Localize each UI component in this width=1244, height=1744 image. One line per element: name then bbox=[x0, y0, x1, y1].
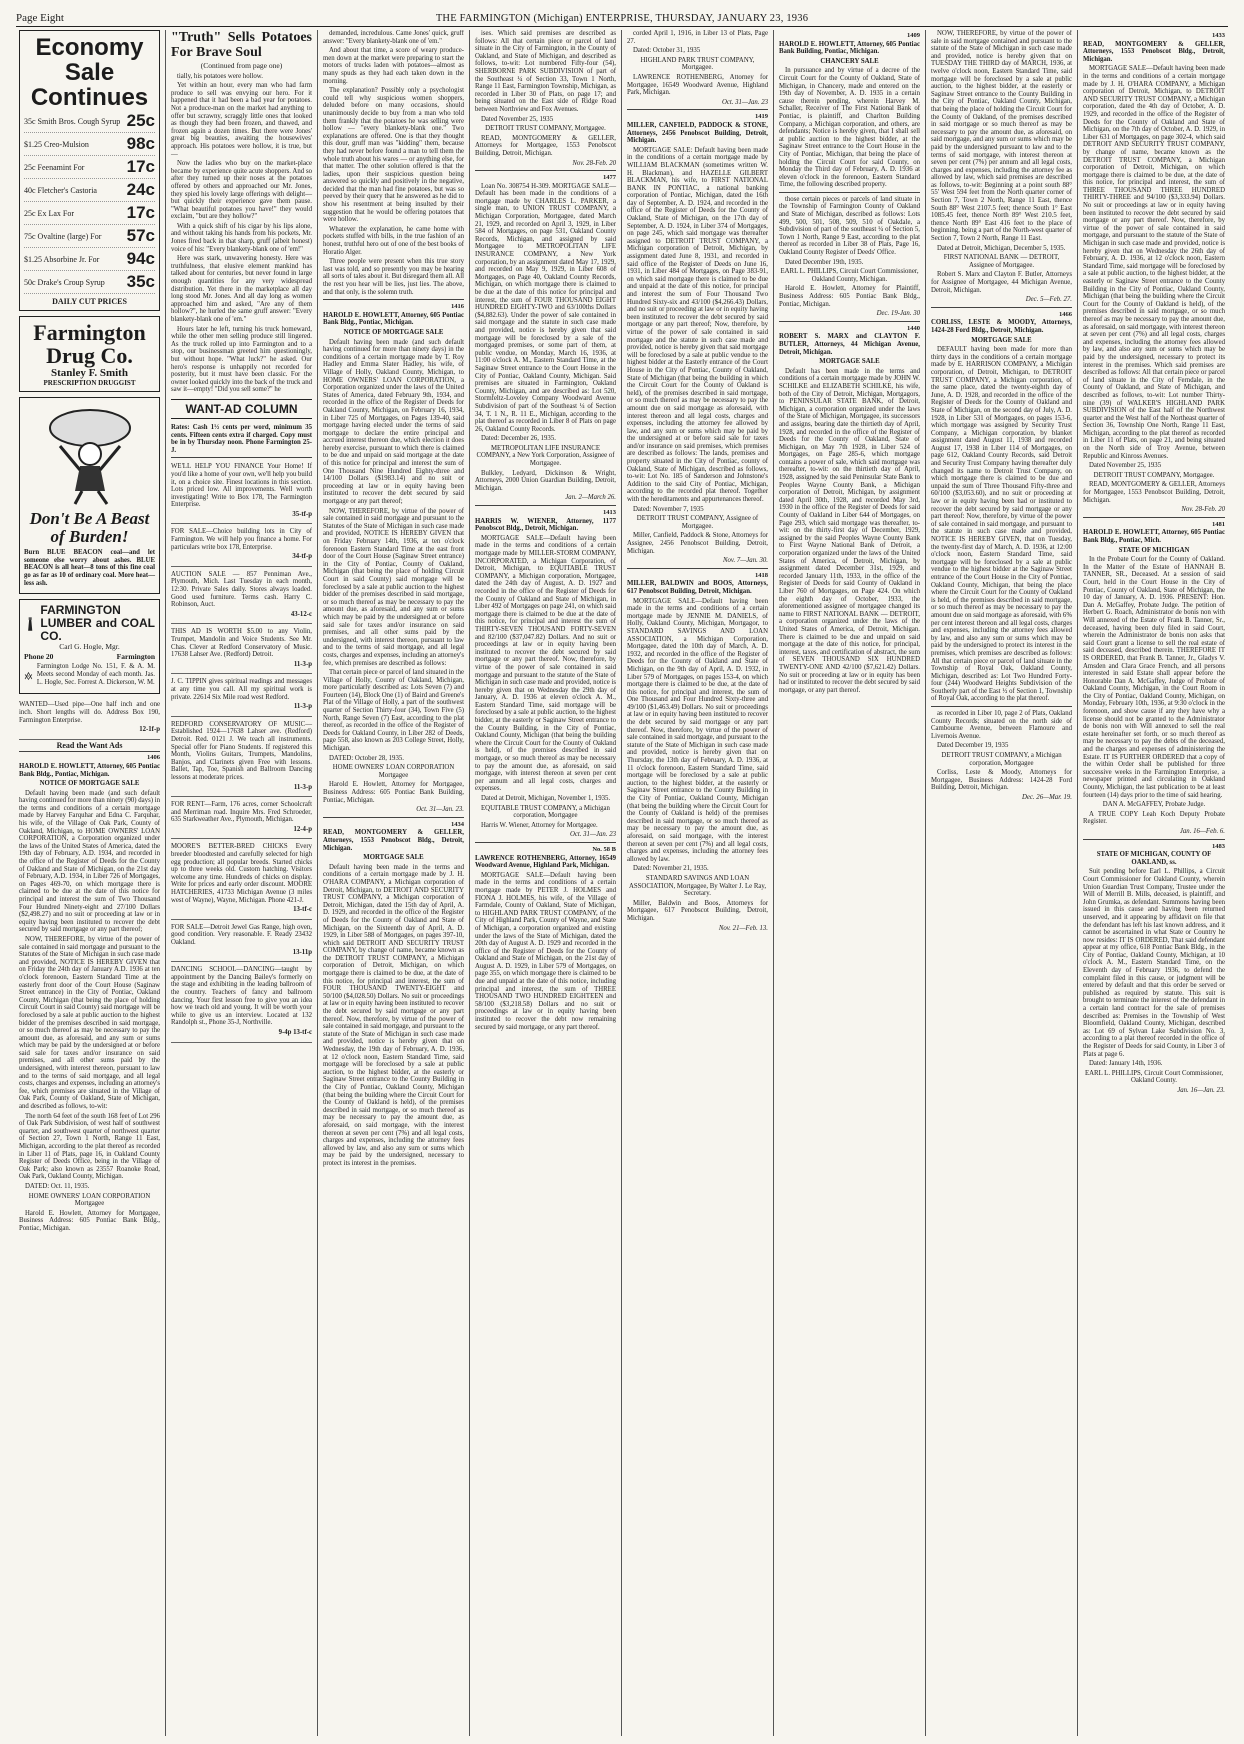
notice-attorney: HARRIS W. WIENER, Attorney, 1177 Penobscot Bldg., Detroit, Michigan. bbox=[475, 517, 616, 533]
price-item bbox=[24, 133, 155, 156]
notice-body: Default having been made (and such default having continued for more than ninety days) in the conditions of a certain mortgage made by T. Roy Hadley and Emma Slater Hadley, his wife, of Village of Holly, Oakland County, Michigan, to HOME OWNERS' LOAN CORPORATION, a Corporation organized under the laws of the United States of America, dated February 9th, 1934, and recorded in the office of the Register of Deeds for Oakland County, Michigan, on February 16, 1934, in Liber 725 of Mortgages, on Pages 139-40, said mortgage having elected under the terms of said mortgage to declare the entire principal and accrued interest thereon due, which election it does hereby exercise, pursuant to which there is claimed to be due and unpaid on said mortgage at the date of this notice for principal and interest the sum of One Thousand Nine Hundred Eighty-three and 14/100 Dollars ($1983.14) and no suit or proceeding at law or in equity having been instituted to recover the debt secured by said mortgage or any part thereof; bbox=[323, 338, 464, 506]
notice-number: 1434 bbox=[451, 820, 464, 828]
notice-run-dates: Nov. 28-Feb. 20 bbox=[572, 159, 616, 167]
price-item-price: 94c bbox=[126, 249, 155, 268]
notice-body: That certain piece or parcel of land situated in the Village of Holly, County of Oakland, Michigan, more particularly described as: Lots Seven (7) and Fourteen (14), Block One (1) of Baird and Greene's Plat of the Village of Holly, a part of the southwest quarter of Section Thirty-four (34), Town Five (5) North, Range Seven (7) East, according to the plat thereof, as recorded in the office of the Register of Deeds for Oakland County, in Liber 282 of Deeds, page 558, also known as 203 College Street, Holly, Michigan. bbox=[323, 669, 464, 753]
wanted-ad-ref: 12-1f-p bbox=[139, 726, 160, 734]
want-ad bbox=[171, 719, 312, 797]
want-ad-ref: 9-4p 13-tf-c bbox=[278, 1028, 312, 1036]
blue-beacon-body: Burn BLUE BEACON coal—and let someone else worry about ashes. BLUE BEACON is all heat—8 tons of this fine coal go as far as 10 of ordinary coal. More heat—less ash. bbox=[24, 549, 155, 587]
want-ad-text: THIS AD IS WORTH $5.00 to any Violin, Trumpet, Mandolin and Voice Students. See Mr. Chas. Clever at Redford Conservatory of Music. 17638 Lahser Ave. (Redford) Detroit. bbox=[171, 628, 312, 659]
want-ad-ref: 11-3-p bbox=[293, 660, 312, 668]
notice-body: ises. Which said premises are described as follows: All that certain piece or parcel of land situate in the City of Farmington, in the County of Oakland, and State of Michigan, and described as follows, to-wit: Lot numbered Fifty-four (54), SHERBORNE PARK SUBDIVISION of part of the Southeast ¼ of Section 33, Town 1 North, Range 11 East, Farmington Township, Michigan, as recorded in Liber 30 of Plats, on page 17; and being situated on the East side of Ridge Road between Northview and Fox Avenues. bbox=[475, 30, 616, 113]
notice-body: NOW, THEREFORE, by virtue of the power of sale in said mortgage contained and pursuant to the statute of the State of Michigan in such case made and provided, notice is hereby given that on TUESDAY THE THIRD day of MARCH, 1936, at twelve o'clock noon, Eastern Standard Time, said mortgage will be foreclosed by a sale at public auction, to the highest bidder, at the easterly or Saginaw Street entrance to the County Building in the City of Pontiac, Oakland County, Michigan, that being the place of holding the Circuit Court for the County of Oakland, of the premises described in said mortgage or so much thereof as may be necessary to pay the amount due, as aforesaid, on said mortgage, and any sum or sums which may be paid by the undersigned pursuant to law and to the terms of said mortgage, with interest thereon at seven per cent (7%) per annum and all legal costs, charges and expenses, including the attorney fee as allowed by law, which said premises are described as follows, to-wit: Beginning at a point south 88° 55' West 594 feet from the North quarter corner of Section 7, Town 2 North, Range 11 East, thence South 88° West 2107.5 feet; thence South 1° East 1085.45 feet, thence North 89° West 210.5 feet, thence North 89° East 416 feet to the place of beginning, being a part of the North-west quarter of Section 7, Town 2 North, Range 11 East. bbox=[931, 30, 1072, 243]
notice-date: Dated December 19, 1935 bbox=[937, 742, 1009, 750]
notice-body: Loan No. 308754 H-309. MORTGAGE SALE—Default has been made in the conditions of a mortgage made by CHARLES L. PARKER, a single man, to UNION TRUST COMPANY, a Michigan Corporation, Mortgagee, dated March 21, 1929, and recorded on April 3, 1929, in Liber 584 of Mortgages, on page 531, Oakland County Records, Michigan, and assigned by said Mortgagee to METROPOLITAN LIFE INSURANCE COMPANY, a New York corporation, by an assignment dated May 17, 1929, and recorded on May 9, 1929, in Liber 608 of Mortgages, on Page 40, Oakland County Records, Michigan, on which mortgage there is claimed to be due at the date of this notice for principal and interest, the sum of FOUR THOUSAND EIGHT HUNDRED EIGHTY-TWO and 63/100ths Dollars ($4,882.63). Under the power of sale contained in said mortgage and the statute in such case made and provided, notice is hereby given that said mortgage will be foreclosed by a sale of the mortgaged premises, or some part of them, at public vendue, on Monday, March 16, 1936, at 11:00 o'clock A. M., Eastern Standard Time, at the Saginaw Street entrance to the Court House in the City of Pontiac, Oakland County, Michigan. Said premises are situated in Farmington, Oakland County, Michigan, and are described as: Lot 520, Stormfeltz-Loveley Company Woodward Avenue Subdivision of part of the Southeast ¼ of Section 34, T. 1 N., R. 11 E., Michigan, according to the plat thereof as recorded in Liber 8 of Plats on page 26, Oakland County Records. bbox=[475, 182, 616, 433]
column-2 bbox=[166, 30, 318, 1736]
price-item-price: 98c bbox=[126, 134, 155, 153]
masthead bbox=[16, 4, 1228, 27]
story-paragraph: demanded, incredulous. Came Jones' quick, gruff answer: "Every blankety-blank one of 'em." bbox=[323, 30, 464, 45]
notice-date: Dated December 19th, 1935. bbox=[785, 258, 864, 266]
notice-body: Default having been made in the terms and conditions of a certain mortgage made by J. H. O'HARA COMPANY, a Michigan corporation of Detroit, Michigan, to DETROIT AND SECURITY TRUST COMPANY, a Michigan corporation of Detroit, Michigan, dated the 15th day of April, A. D. 1929, and recorded in the office of the Register of Deeds for the County of Oakland and State of Michigan, on the Sixteenth day of April, A. D. 1929, in Liber 588 of Mortgages, on pages 397-10, which said DETROIT AND SECURITY TRUST COMPANY, by change of name, became known as the DETROIT TRUST COMPANY, a Michigan corporation of Detroit, Michigan, on which mortgage there is claimed to be due, at the date of this notice, for principal and interest, the sum of FOUR THOUSAND TWENTY-EIGHT and 50/100 ($4,028.50) Dollars. No suit or proceedings at law or in equity having been instituted to recover the debt secured by said mortgage or any part thereof. Now, therefore, by virtue of the power of sale contained in said mortgage, and pursuant to the statute of the State of Michigan in such case made and provided, notice is hereby given that on Wednesday, the 19th day of February, A. D. 1936, at 12 o'clock noon, Eastern Standard Time, said mortgage will be foreclosed by a sale at public auction, to the highest bidder, at the easterly or Saginaw Street entrance to the County Building in the City of Pontiac, Oakland County, Michigan (that being the building where the Circuit Court for the County of Oakland is held), of the premises described in said mortgage, or so much thereof as may be necessary to pay the amount due, as aforesaid, on said mortgage, with the interest thereon at seven per cent (7%) and all legal costs, charges and expenses, including the attorney fees allowed by law, and also any sum or sums which may be paid by the undersigned, necessary to protect its interest in the premises. bbox=[323, 863, 464, 1167]
daily-cut-prices: DAILY CUT PRICES bbox=[52, 297, 127, 306]
price-item-price: 17c bbox=[126, 157, 155, 176]
legal-notice-1406 bbox=[19, 754, 160, 1232]
want-ad-text: AUCTION SALE — 857 Penniman Ave., Plymouth, Mich. Last Tuesday in each month, 12:30. Private Sales daily. Stores always loaded. Good used furniture. Terms cash. Harry C. Robinson, Auct. bbox=[171, 570, 312, 609]
lumber-company-name: FARMINGTON LUMBER and COAL CO. bbox=[40, 603, 155, 644]
legal-notice-1434 bbox=[323, 821, 464, 1168]
notice-run-dates: Nov. 7—Jan. 30. bbox=[723, 557, 768, 565]
want-ad bbox=[171, 676, 312, 716]
want-ad bbox=[171, 626, 312, 674]
story-paragraph: Here was stark, unwavering honesty. Here was truthfulness, that elusive element mankind has talked about for centuries, but never found in large enough quantities for any very widespread distribution. Yet there in the marketplace all day long stood Mr. Jones. And all day long as women approached him and asked, "Are any of them hollow?", he hurled the same gruff answer: "Every blankety-blank one of 'em." bbox=[171, 255, 312, 323]
notice-attorney: MILLER, CANFIELD, PADDOCK & STONE, Attorneys, 2456 Penobscot Building, Detroit, Michigan. bbox=[627, 121, 768, 145]
economy-sale-ad bbox=[19, 30, 160, 311]
notice-heading: MORTGAGE SALE bbox=[363, 854, 424, 862]
notice-number: 1477 bbox=[603, 174, 616, 182]
economy-sale-title: Economy Sale Continues bbox=[30, 34, 149, 111]
notice-number: 1440 bbox=[907, 324, 920, 332]
price-item-name: 50c Drake's Croup Syrup bbox=[24, 277, 105, 287]
price-item-name: 25c Feenamint For bbox=[24, 162, 85, 172]
drug-company-tagline: PRESCRIPTION DRUGGIST bbox=[43, 378, 136, 387]
notice-run-dates: Dec. 19-Jan. 30 bbox=[876, 310, 920, 318]
notice-date: Dated: November 7, 1935 bbox=[633, 505, 704, 513]
notice-signature: EARL L. PHILLIPS, Circuit Court Commissioner, Oakland County. bbox=[1084, 1069, 1224, 1085]
legal-notice-1419 bbox=[627, 113, 768, 564]
drug-company-name: Farmington Drug Co. bbox=[33, 319, 146, 368]
notice-attorney: Robert S. Marx and Clayton F. Butler, Attorneys for Assignee of Mortgagee, 44 Michigan Avenue, Detroit, Michigan. bbox=[931, 271, 1072, 294]
notice-signature: DETROIT TRUST COMPANY, Assignee of Mortgagee. bbox=[636, 515, 759, 530]
column-3 bbox=[318, 30, 470, 1736]
notice-heading: STATE OF MICHIGAN, COUNTY OF OAKLAND, ss. bbox=[1096, 851, 1212, 866]
price-item bbox=[24, 271, 155, 294]
notice-heading: CHANCERY SALE bbox=[820, 57, 879, 65]
notice-number: 1418 bbox=[755, 571, 768, 579]
notice-signature: STANDARD SAVINGS AND LOAN ASSOCIATION, Mortgagee, By Walter J. Le Ray, Secretary. bbox=[628, 874, 767, 898]
notice-signature: HOME OWNERS' LOAN CORPORATION Mortgagee bbox=[28, 1192, 151, 1208]
want-ad-ref: 34-tf-p bbox=[292, 553, 312, 561]
legal-notice-1434-cont bbox=[475, 30, 616, 167]
notice-attorney: READ, MONTGOMERY & GELLER, Attorneys, 1553 Penobscot Bldg., Detroit, Michigan. bbox=[323, 829, 464, 852]
want-ad-column-title: WANT-AD COLUMN bbox=[171, 399, 312, 419]
story-continued: (Continued from page one) bbox=[200, 61, 283, 70]
price-item-price: 24c bbox=[126, 180, 155, 199]
notice-run-dates: Oct. 31—Jan. 23 bbox=[721, 98, 768, 106]
want-ad-text: MOORE'S BETTER-BRED CHICKS Every breeder bloodtested and carefully selected for high egg production; all popular breeds. Started chicks up to three weeks old. Custom hatching. Visitors welcome any time. Hundreds of chicks on display. Write for prices and early order discount. MOORE HATCHERIES, 41733 Michigan Avenue (3 miles west of Wayne), Wayne, Michigan. Phone 421-J. bbox=[171, 843, 312, 904]
notice-run-dates: Dec. 26—Mar. 19. bbox=[1021, 794, 1072, 801]
want-ad-ref: 12-4-p bbox=[293, 825, 312, 833]
notice-number: 1466 bbox=[1059, 310, 1072, 318]
want-ad-ref: 13-11p bbox=[292, 948, 312, 956]
notice-body: NOW, THEREFORE, by virtue of the power of sale contained in said mortgage and pursuant to the Statutes of the State of Michigan in such case made and provided, NOTICE IS HEREBY GIVEN that on Friday February 14th, 1936, at ten o'clock forenoon Eastern Standard Time at the east front door of the Court House (Saginaw Street entrance) in the City of Pontiac, County of Oakland, Michigan (that being the place of holding Circuit Court in said County) said mortgage will be foreclosed by a sale at public auction to the highest bidder of the premises described in said mortgage, or so much thereof as may be necessary to pay the amount due, as aforesaid, and any sum or sums which may be paid by the undersigned at or before said sale for taxes and/or insurance on said premises, and all other sums paid by the undersigned, with interest thereon, pursuant to law and to the terms of said mortgage, and all legal costs, charges and expenses, including an attorney's fee, which premises are described as follows: bbox=[323, 507, 464, 667]
notice-attorney: LAWRENCE ROTHENBERG, Attorney for Mortgagee, 16549 Woodward Avenue, Highland Park, Michigan. bbox=[627, 73, 768, 97]
legal-notice-1416 bbox=[323, 303, 464, 814]
price-item-name: 25c Ex Lax For bbox=[24, 208, 74, 218]
notice-number: 1406 bbox=[147, 754, 160, 762]
want-ad-rates: Rates: Cash 1½ cents per word, minimum 35 cents. Fifteen cents extra if charged. Copy must be in by Thursday noon. Phone Farmington 25-J. bbox=[171, 423, 312, 454]
want-ad-text: FOR SALE—Choice building lots in City of Farmington. We will help you finance a home. For particulars write box 178, Enterprise. bbox=[171, 528, 312, 551]
read-want-ads: Read the Want Ads bbox=[19, 742, 160, 753]
want-ad-ref: 35-tf-p bbox=[292, 510, 312, 518]
notice-body: MORTGAGE SALE—Default having been made in the terms and conditions of a certain mortgage made by PETER J. HOLMES and FIONA J. HOLMES, his wife, of the Village of Farmdale, County of Oakland, State of Michigan, to HIGHLAND PARK TRUST COMPANY, of the City of Highland Park, County of Wayne, and State of Michigan, a corporation organized and existing under the laws of the State of Michigan, dated the 20th day of August A. D. 1929 and recorded in the office of the Register of Deeds for the County of Oakland and State of Michigan, on the 21st day of August A. D. 1929, in Liber 579 of Mortgages, on page 355, on which mortgage there is claimed to be due and unpaid at the date of this notice, including principal and interest, the sum of THREE THOUSAND TWO HUNDRED EIGHTEEN and 58/100 ($3,218.58) Dollars and no suit or proceedings at law or in equity having been instituted to recover the debt now remaining secured by said mortgage, or any part thereof. bbox=[475, 871, 616, 1031]
wanted-ad bbox=[19, 699, 160, 739]
drug-company-ad bbox=[19, 316, 160, 393]
notice-signature: DETROIT TRUST COMPANY, Mortgagee. bbox=[485, 125, 606, 133]
price-item-name: $1.25 Absorbine Jr. For bbox=[24, 254, 100, 264]
price-item bbox=[24, 110, 155, 133]
want-ads-list bbox=[171, 461, 312, 1042]
story-paragraph: And about that time, a score of weary produce-men down at the market were preparing to start the motors of trucks laden with potatoes—almost as many spuds as they had each taken down in the morning. bbox=[323, 47, 464, 85]
notice-attorney: Miller, Canfield, Paddock & Stone, Attorneys for Assignee, 2456 Penobscot Building, Detroit, Michigan. bbox=[627, 532, 768, 555]
story-paragraph: tially, his potatoes were hollow. bbox=[177, 72, 263, 80]
story-paragraph: Now the ladies who buy on the market-place became by experience quite acute shoppers. And so after they turned up their noses at the potatoes offered by others and approached our Mr. Jones, they spied his lovely large offerings with delight—but quickly their experience gave them pause. "What beautiful potatoes you have!" they would exclaim, "but are they hollow?" bbox=[171, 160, 312, 221]
notice-attorney: ROBERT S. MARX and CLAYTON F. BUTLER, Attorneys, 44 Michigan Avenue, Detroit, Michigan. bbox=[779, 333, 920, 356]
legal-notice-1483 bbox=[1083, 843, 1225, 1095]
notice-attorney: LAWRENCE ROTHENBERG, Attorney, 16549 Woodward Avenue, Highland Park, Michigan. bbox=[475, 854, 616, 870]
notice-body: In the Probate Court for the County of Oakland. In the Matter of the Estate of HANNAH B. TANNER, SR., Deceased. At a session of said Court, held in the Court House in the City of Pontiac, County of Oakland, State of Michigan, the 10 day of January, A. D. 1936. PRESENT: Hon. Dan A. McGaffey, Probate Judge. The petition of Herbert G. Roach, Administrator de bonis non with Will annexed of the Estate of Frank B. Tanner, Sr., deceased, having been duly filed in said Court, wherein the Administrator de bonis non asks that said Court grant a license to sell the real estate of said deceased, described therein. THEREFORE IT IS ORDERED, that Frank B. Tanner, Jr., Gladys V. Amsden and Clara Grace French, and all persons interested in said Estate shall appear before the Honorable Dan A. McGaffey, Judge of Probate of Oakland County, Michigan, in the Court Room in the City of Pontiac, Oakland County, Michigan, on Monday, February 10th, 1936, at 9:30 o'clock in the forenoon, and show cause if any they have why a license should not be granted to the Administrator de bonis non with Will annexed to sell the real estate hereinafter set forth, or so much thereof as may be necessary to pay the debts of the deceased, and the charges and expenses of administering the Estate. IT IS FURTHER ORDERED that a copy of the within Order shall be published for three successive weeks in the Farmington Enterprise, a newspaper printed and circulating in Oakland County, Michigan, the last publication to be at least fourteen (14) days prior to the time of said hearing. bbox=[1083, 556, 1225, 799]
notice-run-dates: Nov. 28-Feb. 20 bbox=[1181, 506, 1225, 514]
want-ad bbox=[171, 922, 312, 962]
notice-heading: MORTGAGE SALE bbox=[819, 358, 880, 366]
legal-notice-1440-cont bbox=[931, 30, 1072, 304]
notice-body: those certain pieces or parcels of land situate in the Township of Farmington County of Oakland and State of Michigan, described as follows: Lots 499, 500, 501, 508, 509, 510 of Oakdale, a Subdivision of part of the southeast ¼ of Section 5, Town 1 North, Range 9 East, according to the plat thereof as recorded in Liber 38 of Plats, Page 16, Oakland County Register of Deeds' Office. bbox=[779, 195, 920, 257]
price-item-name: 75c Ovaltine (large) For bbox=[24, 231, 102, 241]
story-paragraph: Three people were present when this true story last was told, and so presently you may be hearing all sorts of tales about it. But disregard them all. All the rest you hear will be lies, just lies. The above, and that only, is the solemn truth. bbox=[323, 258, 464, 296]
want-ad-ref: 11-3-p bbox=[293, 783, 312, 791]
notice-body: MORTGAGE SALE—Default having been made in the terms and conditions of a certain mortgage made by J. H. O'HARA COMPANY, a Michigan corporation of Detroit, Michigan, to DETROIT AND SECURITY TRUST COMPANY, a Michigan corporation, dated the 4th day of October, A. D. 1929, and recorded in the office of the Register of Deeds for the County of Oakland and State of Michigan, on the 7th day of October, A. D. 1929, in Liber 631 of Mortgages, on page 302-4, which said DETROIT AND SECURITY TRUST COMPANY, by change of name, became known as the DETROIT TRUST COMPANY, a Michigan corporation of Detroit, Michigan, on which mortgage there is claimed to be due, at the date of this notice, for principal and interest, the sum of THREE THOUSAND THREE HUNDRED THIRTY-THREE and 94/100 ($3,333.94) Dollars. No suit or proceedings at law or in equity having been instituted to recover the debt secured by said mortgage or any part thereof. Now, therefore, by virtue of the power of sale contained in said mortgage, and pursuant to the statute of the State of Michigan in such case made and provided, notice is hereby given that on Wednesday the 26th day of February, A. D. 1936, at 12 o'clock noon, Eastern Standard Time, said mortgage will be foreclosed by a sale at public auction, to the highest bidder, at the easterly or Saginaw Street entrance to the County Building in the City of Pontiac, Oakland County, Michigan (that being the building where the Circuit Court for the County of Oakland is held), of the premises described in said mortgage, or so much thereof as may be necessary to pay the amount due, as aforesaid, on said mortgage, with interest thereon at seven per cent (7%) and all legal costs, charges and expenses, including the attorney fees allowed by law, and also any sum or sums which may be paid by the undersigned, necessary to protect its interest in the premises. Which said premises are described as follows: All that certain piece or parcel of land situate in the City of Ferndale, in the County of Oakland, and State of Michigan, and described as follows, to-wit: Lot number Thirty-nine (39) of WALKER'S HIGHLAND PARK SUBDIVISION of the East half of the Northwest quarter and the West half of the Northeast quarter of Section 36, Township One North, Range 11 East, Michigan, according to the plat thereof as recorded in Liber 11 of Plats, on page 21, and being situated on the North side of Troy Avenue, between Republic and Kinross Avenues. bbox=[1083, 65, 1225, 460]
drug-company-owner: Stanley F. Smith bbox=[51, 366, 128, 379]
column-4 bbox=[470, 30, 622, 1736]
notice-body: NOW, THEREFORE, by virtue of the power of sale contained in said mortgage and pursuant to the Statutes of the State of Michigan in such case made and provided, NOTICE IS HEREBY GIVEN that on Friday the 24th day of January A.D. 1936 at ten o'clock forenoon, Eastern Standard Time at the easterly front door of the Court House (Saginaw Street entrance) in the City of Pontiac, Oakland County, Michigan (that being the place of holding Circuit Court in said County) said mortgage will be foreclosed by a sale at public auction to the highest bidder of the premises described in said mortgage, or so much thereof as may be necessary to pay the amount due, as aforesaid, and any sum or sums which may be paid by the undersigned at or before said sale for taxes and/or insurance on said premises, and all other sums paid by the undersigned, with interest thereon, pursuant to law and to the terms of said mortgage, and all legal costs, charges and expenses, including an attorney's fee, which premises are situated in the Village of Oak Park, County of Oakland, State of Michigan, and described as follows, to-wit: bbox=[19, 935, 160, 1111]
notice-body: In pursuance and by virtue of a decree of the Circuit Court for the County of Oakland, State of Michigan, in Chancery, made and entered on the 19th day of November, A. D. 1935 in a certain cause therein pending, wherein Harvey M. Schaller, Receiver of The First National Bank of Pontiac, is plaintiff, and Charlton Building Company, a Michigan corporation, and others, are defendants; Notice is hereby given, that I shall sell at public auction to the highest bidder, at the Saginaw Street entrance to the Court House in the City of Pontiac, Michigan, that being the place of holding the Circuit Court for said County, on Monday the Third day of February, A. D. 1936 at eleven o'clock in the forenoon, Eastern Standard Time, the following described property. bbox=[779, 67, 920, 189]
notice-signature: METROPOLITAN LIFE INSURANCE COMPANY, a New York Corporation, Assignee of Mortgagee. bbox=[476, 444, 615, 468]
notice-attorney: Corliss, Leste & Moody, Attorneys for Mortgagee, Business Address: 1424-28 Ford Building, Detroit, Michigan. bbox=[931, 769, 1072, 792]
notice-attorney: HAROLD E. HOWLETT, Attorney, 605 Pontiac Bank Bldg., Pontiac, Michigan. bbox=[323, 311, 464, 327]
legal-notice-1481 bbox=[1083, 521, 1225, 836]
want-ad-text: REDFORD CONSERVATORY OF MUSIC—Established 1924—17638 Lahser ave. (Redford) Detroit. Red. 0121 J. We teach all instruments. Special offer for Piano Students. If registered this Month, Violins Guitars, Trumpets, Mandolins, Banjos, and Clarinets given Free with lessons. Ballet, Tap, Toe, Spanish and Ballroom Dancing lessons at moderate prices. bbox=[171, 720, 312, 781]
price-item-price: 35c bbox=[126, 272, 155, 291]
legal-notice-1466-cont bbox=[931, 710, 1072, 802]
notice-signature: EARL L. PHILLIPS, Circuit Court Commissioner, Oakland County, Michigan. bbox=[780, 268, 919, 283]
price-item bbox=[24, 248, 155, 271]
column-5 bbox=[622, 30, 774, 1736]
price-item bbox=[24, 225, 155, 248]
notice-attorney: READ, MONTGOMERY & GELLER, Attorneys for Mortgagee, 1553 Penobscot Building, Detroit, Michigan. bbox=[475, 134, 616, 157]
story-paragraph: The explanation? Possibly only a psychologist could tell why suspicious women shoppers, deluded before on many occasions, should unanimously decide to buy from a man who told them frankly that the potatoes he was selling were hollow — "every blankety-blank one." Two explanations are offered. One is that they thought this dour, gruff man was "kidding" them, because they had never before found a man to tell them the whole truth about his wares — or anything else, for that matter. The other solution offered is that the ladies, upon their suspicious question being answered so quickly and positively in the negative, decided that the man had fine potatoes, but was so peeved by their query that he answered as he did to show his resentment at being insulted by their suggestion that he would be offering potatoes that were hollow. bbox=[323, 87, 464, 224]
blue-beacon-coal-ad bbox=[19, 397, 160, 594]
notice-body: MORTGAGE SALE—Default having been made in the terms and conditions of a certain mortgage made by JENNIE M. DANIELS, of Holly, Oakland County, Michigan, Mortgagor, to STANDARD SAVINGS AND LOAN ASSOCIATION, a Michigan Corporation, Mortgagee, dated the 10th day of March, A. D. 1932, and recorded in the office of the Register of Deeds for the County of Oakland and State of Michigan, on the 9th day of April, A. D. 1932, in Liber 579 of Mortgages, on pages 153-4, on which mortgage there is claimed to be due, at the date of this notice, for principal and interest, the sum of One Thousand and Four Hundred Sixty-three and 49/100 ($1,463.49) Dollars. No suit or proceedings at law or in equity having been instituted to recover the debt secured by said mortgage or any part thereof. Now, therefore, by virtue of the power of sale contained in said mortgage, and pursuant to the statute of the State of Michigan in such case made and provided, notice is hereby given that on Thursday, the 13th day of February, A. D. 1936, at 11 o'clock forenoon, Eastern Standard Time, said mortgage will be foreclosed by a sale at public auction, to the highest bidder, at the easterly or Saginaw Street entrance to the County Building in the City of Pontiac, Oakland County, Michigan (that being the building where the Circuit Court for the County of Oakland is held) of the premises described in said mortgage, or so much thereof as may be necessary to pay the amount due, as aforesaid, on said mortgage, with the interest thereon at seven per cent (7%) and all legal costs, charges and expenses, including the attorney fees allowed by law. bbox=[627, 597, 768, 863]
newspaper-title: THE FARMINGTON (Michigan) ENTERPRISE, THURSDAY, JANUARY 23, 1936 bbox=[435, 13, 809, 24]
notice-attorney: Miller, Baldwin and Boos, Attorneys for Mortgagee, 617 Penobscot Building, Detroit, Michigan. bbox=[627, 899, 768, 922]
want-ad bbox=[171, 461, 312, 524]
wanted-ad-text: WANTED—Used pipe—One half inch and one inch. Short lengths will do. Address Box 190, Farmington Enterprise. bbox=[19, 701, 160, 724]
legal-notice-1477 bbox=[475, 174, 616, 502]
want-ad-text: WE'LL HELP YOU FINANCE Your Home! If you'd like a home of your own, we'll help you build it, on a choice site. Finest locations in this section. Lots priced low. All improvements. Well worth investigating! Write to Box 178, The Farmington Enterprise. bbox=[171, 463, 312, 509]
notice-attorney: READ, MONTGOMERY & GELLER, Attorneys for Mortgagee, 1553 Penobscot Building, Detroit, Michigan. bbox=[1083, 481, 1225, 504]
notice-run-dates: Dec. 5—Feb. 27. bbox=[1025, 296, 1072, 304]
want-ad-text: FOR RENT—Farm, 176 acres, corner Schoolcraft and Merriman road. Inquire Mrs. Fred Schroeder, 635 Starkweather Ave., Plymouth, Michigan. bbox=[171, 801, 312, 824]
legal-notice-1440 bbox=[779, 325, 920, 695]
notice-body: MORTGAGE SALE: Default having been made in the conditions of a certain mortgage made by WILLIAM BLACKMAN (sometimes written W. H. Blackman), and HAZELLE GILBERT BLACKMAN, his wife, to FIRST NATIONAL BANK IN PONTIAC, a national banking corporation of Pontiac, Michigan, dated the 16th day of September, A. D. 1924, and recorded in the office of the Register of Deeds for the County of Oakland, State of Michigan, on the 17th day of September, A. D. 1924, in Liber 374 of Mortgages, on page 245, which said mortgage was thereafter assigned to DETROIT TRUST COMPANY, a Michigan corporation of Detroit, Michigan, by assignment dated June 8, 1931, and recorded in said office of the Register of Deeds on June 16, 1931, in Liber 484 of Mortgages, on Page 383-91, on which said mortgage there is claimed to be due and unpaid at the date of this notice, for principal and interest the sum of Four Thousand Two Hundred Sixty-six and 43/100 ($4,266.43) Dollars, and no suit or proceeding at law or in equity having been instituted to recover the debt secured by said mortgage or any part thereof; Now, therefore, by virtue of the power of sale contained in said mortgage and the statute in such case made and provided, notice is hereby given that said mortgage will be foreclosed by a sale at public vendue to the highest bidder at the Easterly entrance of the Court House in the City of Pontiac, County of Oakland, State of Michigan (that being the building in which the Circuit Court for the County of Oakland is held), of the premises described in said mortgage, or so much thereof as may be necessary to pay the amount due on said mortgage as aforesaid, with interest thereon and all legal costs, charges and expenses, including the attorney fee allowed by law, and any sum or sums which may be paid by the undersigned at or before said sale for taxes and/or insurance on said premises, which premises are described as follows: The lands, premises and property situated in the City of Pontiac, county of Oakland, State of Michigan, described as follows, to-wit: Lot No. 185 of Sanderson and Johnstone's Addition to the said City of Pontiac, Michigan, according to the recorded plat thereof. Together with the hereditaments and appurtenances thereof. bbox=[627, 146, 768, 504]
notice-attorney: CORLISS, LESTE & MOODY, Attorneys, 1424-28 Ford Bldg., Detroit, Michigan. bbox=[931, 319, 1072, 334]
price-item-price: 17c bbox=[126, 203, 155, 222]
notice-number: No. 58 B bbox=[592, 845, 616, 853]
legal-notice-1409-cont bbox=[779, 196, 920, 318]
story-paragraph: Whatever the explanation, he came home with pockets stuffed with bills, in the true fashion of an honest, truthful hero out of one of the best books of Horatio Alger. bbox=[323, 225, 464, 256]
notice-number: 1409 bbox=[907, 32, 920, 39]
notice-body: The north 64 feet of the south 168 feet of Lot 296 of Oak Park Subdivision, of west half of southwest quarter, and southwest quarter of northwest quarter of Section 27, Town 1 North, Range 11 East, Michigan, according to the plat thereof as recorded in Liber 11 of Plats, page 16, in Oakland County Register of Deeds Office, being in the Village of Oak Park; also known as 23557 Roanoke Road, Oak Park, Oakland County, Michigan. bbox=[19, 1112, 160, 1181]
notice-signature: DETROIT TRUST COMPANY, a Michigan corporation, Mortgagee bbox=[941, 752, 1062, 767]
lumber-town: Farmington bbox=[116, 651, 155, 661]
page-label: Page Eight bbox=[16, 12, 64, 24]
notice-number: 1481 bbox=[1212, 520, 1225, 528]
want-ad-text: FOR SALE—Detroit Jewel Gas Range, high oven, good condition. Very reasonable. F. Ready 23432 Oakland. bbox=[171, 923, 312, 946]
notice-body: Default has been made in the terms and conditions of a certain mortgage made by JOHN W. SCHILKE and ELIZABETH SCHILKE, his wife, both of the City of Detroit, Michigan, Mortgagors, to PENINSULAR STATE BANK, of Detroit, Michigan, a corporation organized under the laws of the State of Michigan, Mortgagee, its successors and assigns, bearing date the thirtieth day of April, 1928, and recorded in the office of the Register of Deeds for the County of Oakland, State of Michigan, on May 7th 1928, in Liber 524 of Mortgages, on Page 285-6, which mortgage contains a power of sale, which said mortgage was thereafter, to-wit: on the thirtieth day of April, 1928, assigned by the said Peninsular State Bank to Peoples Wayne County Bank, a Michigan corporation of Detroit, Michigan, by assignment dated April 30th, 1928, and recorded May 3rd, 1930 in the office of the Register of Deeds for said County of Oakland in Liber 644 of Mortgages, on Page 293, which said mortgage was thereafter, to-wit: on the thirty-first day of December, 1929, assigned by the said Peoples Wayne County Bank to First Wayne National Bank of Detroit, a corporation organized under the laws of the United States of America, of Detroit, Michigan, by assignment dated December 31st, 1929, and recorded January 11th, 1933, in the office of the Register of Deeds for said County of Oakland in Liber 760 of Mortgages, on Page 424. On which the eighth day of October, 1933, the aforementioned assignee of mortgagee changed its name to FIRST NATIONAL BANK — DETROIT, a corporation organized under the laws of the United States of America, of Detroit, Michigan. There is claimed to be due and unpaid on said mortgage at the date of this notice, for principal, interest, taxes, and certification of abstract, the sum of SEVEN THOUSAND SIX HUNDRED TWENTY-ONE AND 42/100 ($7,621.42) Dollars. No suit or proceeding at law or in equity has been had or instituted to recover the debt secured by said mortgage, or any part thereof. bbox=[779, 367, 921, 694]
column-1 bbox=[14, 30, 166, 1736]
story-headline: "Truth" Sells Potatoes For Brave Soul bbox=[171, 30, 312, 60]
notice-signature: DETROIT TRUST COMPANY, Mortgagee. bbox=[1093, 471, 1215, 479]
economy-price-list bbox=[24, 110, 155, 294]
notice-heading: NOTICE OF MORTGAGE SALE bbox=[39, 780, 140, 788]
notice-body: MORTGAGE SALE—Default having been made in the terms and conditions of a certain mortgage made by MILLER-STORM COMPANY, INCORPORATED, a Michigan Corporation, of Detroit, Michigan, to EQUITABLE TRUST COMPANY, a Michigan corporation, Mortgagee, dated the 24th day of August, A. D. 1927 and recorded in the office of the Register of Deeds for the County of Oakland and State of Michigan, in Liber 492 of Mortgages on page 241, on which said mortgage there is claimed to be due at the date of this notice, for principal and interest the sum of THIRTY-SEVEN THOUSAND FORTY-SEVEN and 82/100 ($37,047.82) Dollars. And no suit or proceedings at law or in equity having been instituted to recover the debt secured by said mortgage or any part thereof. Now, therefore, by virtue of the power of sale contained in said mortgage and pursuant to the statute of the State of Michigan in such case made and provided, notice is hereby given that on Wednesday the 29th day of January, A. D. 1936 at eleven o'clock A. M., Eastern Standard Time, said mortgage will be foreclosed by a sale at public auction, to the highest bidder, at the easterly or Saginaw Street entrance to the County Building, in the City of Pontiac, Oakland County, Michigan (that being the building where the Circuit Court for the County of Oakland is held), of the premises described in said mortgage, or so much thereof as may be necessary to pay the amount due, as aforesaid, on said mortgage, with interest thereon at seven per cent per annum and all legal costs, charges and expenses. bbox=[475, 534, 616, 793]
want-ad bbox=[171, 964, 312, 1042]
legal-notice-1418 bbox=[627, 572, 768, 932]
masonic-emblem-icon bbox=[24, 663, 33, 689]
want-ad-text: J. C. TIPPIN gives spiritual readings and messages at any time you call. All my spiritual work is private. 22614 Six Mile road west Redford. bbox=[171, 678, 312, 701]
notice-body: as recorded in Liber 10, page 2 of Plats, Oakland County Records; situated on the north side of Cambourne Avenue, between Flamoure and Livernois Avenue. bbox=[931, 710, 1072, 740]
notice-run-dates: Oct. 31—Jan. 23. bbox=[416, 806, 464, 814]
notice-attorney: HAROLD E. HOWLETT, Attorney, 605 Pontiac Bank Bldg., Pontiac, Mich. bbox=[1083, 529, 1225, 544]
notice-date: DATED: October 28, 1935. bbox=[329, 754, 404, 762]
notice-run-dates: Oct. 31—Jan. 23 bbox=[569, 831, 616, 839]
legal-notice-1413 bbox=[475, 509, 616, 839]
notice-number: 1433 bbox=[1212, 32, 1225, 39]
notice-date: Dated: January 14th, 1936. bbox=[1089, 1060, 1163, 1068]
notice-signature: DAN A. McGAFFEY, Probate Judge. bbox=[1102, 801, 1206, 809]
notice-signature: HIGHLAND PARK TRUST COMPANY, Mortgagee. bbox=[640, 56, 755, 72]
column-7 bbox=[926, 30, 1078, 1736]
want-ad-ref: 13-tf-c bbox=[293, 906, 312, 914]
legal-notice-1409 bbox=[779, 32, 920, 189]
notice-date: Dated: December 26, 1935. bbox=[481, 435, 556, 443]
column-8 bbox=[1078, 30, 1230, 1736]
legal-notice-1466 bbox=[931, 311, 1072, 703]
notice-attorney: READ, MONTGOMERY & GELLER, Attorneys, 1553 Penobscot Bldg., Detroit, Michigan. bbox=[1083, 40, 1225, 63]
price-item-name: 35c Smith Bros. Cough Syrup bbox=[24, 116, 121, 126]
notice-attorney: Harold E. Howlett, Attorney for Mortgagee, Business Address: 605 Pontiac Bank Bldg., Pontiac, Michigan. bbox=[19, 1209, 160, 1232]
notice-heading: MORTGAGE SALE bbox=[971, 336, 1032, 344]
price-item-name: 40c Fletcher's Castoria bbox=[24, 185, 97, 195]
price-item-price: 25c bbox=[126, 111, 155, 130]
notice-heading: NOTICE OF MORTGAGE SALE bbox=[343, 328, 444, 336]
notice-signature: EQUITABLE TRUST COMPANY, a Michigan corporation, Mortgagee bbox=[481, 804, 610, 820]
notice-heading: STATE OF MICHIGAN bbox=[1118, 546, 1190, 554]
notice-number: 1413 bbox=[603, 509, 616, 517]
notice-date: DATED: Oct. 11, 1935. bbox=[25, 1182, 90, 1190]
notice-date: Dated: November 21, 1935. bbox=[633, 865, 709, 873]
notice-date: Dated November 25, 1935 bbox=[1089, 462, 1162, 470]
notice-signature: HOME OWNERS' LOAN CORPORATION Mortgagee bbox=[332, 764, 455, 779]
notice-attorney: Harris W. Wiener, Attorney for Mortgagee. bbox=[481, 821, 598, 829]
notice-date: Dated at Detroit, Michigan, November 1, 1935. bbox=[481, 795, 611, 802]
notice-number: 1483 bbox=[1212, 842, 1225, 850]
story-paragraph: With a quick shift of his cigar by his lips alone, and without taking his hands from his pockets, Mr. Jones fired back in that sharp, gruff (albeit honest) voice of his: "Every blankety-blank one of 'em!" bbox=[171, 222, 312, 253]
want-ad-ref: 43-12-c bbox=[290, 610, 312, 618]
lumber-coal-ad bbox=[19, 599, 160, 694]
notice-number: 1416 bbox=[451, 303, 464, 311]
notice-run-dates: Jan. 16—Feb. 6. bbox=[1179, 827, 1225, 835]
notice-number: 1419 bbox=[755, 113, 768, 121]
notice-body: DEFAULT having been made for more than thirty days in the conditions of a certain mortgage made by E. HARRISON COMPANY, a Michigan corporation, of Detroit, Michigan, to DETROIT TRUST COMPANY, a Michigan corporation, of the same place, dated the twenty-eighth day of June, A. D. 1928, and recorded in the office of the Register of Deeds for the County of Oakland and State of Michigan, on the second day of July, A. D. 1928, in Liber 531 of Mortgages, on pages 153-6, which mortgage was assigned by Security Trust Company, a Michigan corporation, by blanket assignment dated August 11, 1938 and recorded August 17, 1938 in Liber 114 of Mortgages, on page 612, Oakland County Records, said Detroit and Security Trust Company having thereafter duly changed its name to Detroit Trust Company, on which mortgage there is claimed to be due and unpaid the sum of Three Thousand Fifty-three and 60/100 ($3,053.60), and no suit or proceeding at law or in equity having been had or instituted to recover the debt secured by said mortgage or any part thereof: Now, therefore, by virtue of the power of sale contained in said mortgage, and pursuant to the statute in such case made and provided, NOTICE IS HEREBY GIVEN, that on Tuesday, the twenty-first day of March, A. D. 1936, at 12:00 o'clock noon, Eastern Standard Time, said mortgage will be foreclosed by a sale at public vendue to the highest bidder at the Saginaw Street entrance of the Court House in the City of Pontiac, Oakland County, Michigan, that being the place where the Circuit Court for the County of Oakland is held, of the premises described in said mortgage, or so much thereof as may be necessary to pay the amount due on said mortgage as aforesaid, with 6% per cent interest thereon and all legal costs, charges and expenses, including the attorney fees allowed by law, and also any sum or sums which may be paid by the undersigned to protect its interest in the premises, which premises are described as follows: All that certain piece or parcel of land situate in the Township of Royal Oak, Oakland County, Michigan, described as: Lot Two Hundred Forty-four (244) Woodward Heights Subdivision of the Southerly part of the East ½ of Section 1, Township of Royal Oak, according to the plat thereof. bbox=[931, 346, 1072, 703]
notice-attorney: Harold E. Howlett, Attorney for Plaintiff, Business Address: 605 Pontiac Bank Bldg., Pontiac, Michigan. bbox=[779, 285, 920, 308]
svg-text:G: G bbox=[27, 675, 30, 679]
price-item-price: 57c bbox=[126, 226, 155, 245]
price-item bbox=[24, 156, 155, 179]
price-item bbox=[24, 179, 155, 202]
lodge-notice: Farmington Lodge No. 151, F. & A. M. Meets second Monday of each month. Jas. L. Hogle, Sec. Forrest A. Dickerson, W. M. bbox=[36, 663, 155, 686]
want-ad-ref: 11-3-p bbox=[293, 703, 312, 711]
beast-of-burden-headline: Don't Be A Beast of Burden! bbox=[29, 509, 150, 547]
notice-copy: A TRUE COPY Leah Koch Deputy Probate Register. bbox=[1083, 810, 1225, 826]
legal-notice-58-cont bbox=[627, 30, 768, 106]
notice-attorney: Harold E. Howlett, Attorney for Mortgagee, Business Address: 605 Pontiac Bank Building, Pontiac, Michigan. bbox=[323, 781, 464, 804]
lumber-phone: Phone 20 bbox=[24, 651, 54, 661]
price-item-name: $1.25 Creo-Mulsion bbox=[24, 139, 89, 149]
notice-attorney: HAROLD E. HOWLETT, Attorney, 605 Pontiac Bank Building, Pontiac, Michigan. bbox=[779, 40, 920, 56]
notice-attorney: MILLER, BALDWIN and BOOS, Attorneys, 617 Penobscot Building, Detroit, Michigan. bbox=[627, 580, 768, 595]
column-6 bbox=[774, 30, 926, 1736]
notice-date: Dated November 25, 1935 bbox=[481, 115, 554, 123]
notice-run-dates: Jan. 2—March 26. bbox=[565, 494, 616, 502]
legal-notice-58 bbox=[475, 846, 616, 1031]
notice-run-dates: Nov. 21—Feb. 13. bbox=[718, 924, 768, 932]
notice-run-dates: Jan. 16—Jan. 23. bbox=[1177, 1086, 1225, 1094]
notice-body: Default having been made (and such default having continued for more than ninety (90) days) in the terms and conditions of a certain mortgage made by Harvey Farquhar and Edna C. Farquhar, his wife, of the Village of Oak Park, County of Oakland, Michigan, to HOME OWNERS' LOAN CORPORATION, a Corporation organized under the laws of the United States of America, dated the 19th day of February, A.D. 1934, and recorded in the office of the Register of Deeds for the County of Oakland and State of Michigan, on the 21st day of February, A.D. 1934, in Liber 726 of Mortgages, on Pages 469-70, on which mortgage there is claimed to be due at the date of this notice for principal and interest the sum of Two Thousand Four Hundred Ninety-eight and 27/100 Dollars ($2,498.27) and no suit or proceeding at law or in equity having been instituted to recover the debt secured by said mortgage or any part thereof; bbox=[19, 789, 160, 934]
want-ad bbox=[171, 799, 312, 839]
notice-body: Suit pending before Earl L. Phillips, a Circuit Court Commissioner for Oakland County, wherein Union Guardian Trust Company, Trustee under the Will of Merrill B. Mills, deceased, is plaintiff, and John Grumka, as defendant. Summons having been issued in this cause and having been returned unserved, and it appearing by affidavit on file that the defendant has left his last known address, and it cannot be ascertained in what State or Country he now resides: IT IS ORDERED, That said defendant appear at my office, 618 Pontiac Bank Bldg., in the City of Pontiac, Oakland County, Michigan, at 10 o'clock A. M., Eastern Standard Time, on the Eleventh day of February 1936, to defend the complaint filed in this cause, or judgment will be entered by default and that this order be served or published as required by statute. This suit is brought to terminate the interest of the defendant in a certain land contract for the sale of premises described as: Premises in the Township of West Bloomfield, Oakland County, Michigan, described as: Lot 69 of Sylvan Lake Subdivision No. 3, according to a plat thereof recorded in the office of the Register of Deeds for said County, in Liber 3 of Plats at page 6. bbox=[1083, 868, 1225, 1058]
lighthouse-icon bbox=[24, 609, 36, 639]
notice-attorney: Bulkley, Ledyard, Dickinson & Wright, Attorneys, 2000 Union Guardian Building, Detroit, Michigan. bbox=[475, 469, 616, 492]
newspaper-columns bbox=[14, 30, 1230, 1736]
want-ad-text: DANCING SCHOOL—DANCING—taught by appointment by the Dancing Bailey's formerly on the stage and exhibiting in the leading ballroom of the country. Teachers of fancy and ballroom dancing. Your first lesson free to give you an idea how we teach old and young. It will be worth your while to give us an interview. Located at 132 Randolph st., Phone 35-J, Northville. bbox=[171, 966, 312, 1027]
want-ad bbox=[171, 841, 312, 919]
notice-date: Dated: October 31, 1935 bbox=[633, 47, 701, 55]
story-paragraph: Hours later he left, turning his truck homeward, while the other men selling produce still lingered. As the truck rolled up into Farmington and to a stop, our businessman greeted him questioningly, but without hope. "What luck?" he asked. Our hero's response is unhappily not recorded for posterity, but it must have been classic. For the owner looked quickly into the back of the truck and saw it—empty! "Did you sell some?" he bbox=[171, 325, 312, 394]
price-item bbox=[24, 202, 155, 225]
lumber-manager: Carl G. Hogle, Mgr. bbox=[59, 642, 120, 652]
notice-body: corded April 1, 1916, in Liber 13 of Plats, Page 27. bbox=[627, 30, 768, 45]
story-paragraph: Yet within an hour, every man who had farm produce to sell was envying our hero. For it happened that it had been a bad year for potatoes. Not a produce-man on the market had anything to offer but scrawny, scraggly little ones that looked as though they had been frozen, and thawed, and frozen again a dozen times. But there were Jones' great big beauties, awaiting the housewives' approach. His potatoes were hollow, it is true, but— bbox=[171, 82, 312, 158]
notice-attorney: HAROLD E. HOWLETT, Attorney, 605 Pontiac Bank Bldg., Pontiac, Michigan. bbox=[19, 762, 160, 778]
legal-notice-1433 bbox=[1083, 32, 1225, 514]
burdened-man-illustration bbox=[35, 406, 145, 506]
notice-signature: FIRST NATIONAL BANK — DETROIT, Assignee of Mortgagee. bbox=[943, 254, 1060, 269]
want-ad bbox=[171, 526, 312, 566]
want-ad bbox=[171, 569, 312, 625]
notice-date: Dated at Detroit, Michigan, December 5, 1935. bbox=[937, 244, 1066, 252]
